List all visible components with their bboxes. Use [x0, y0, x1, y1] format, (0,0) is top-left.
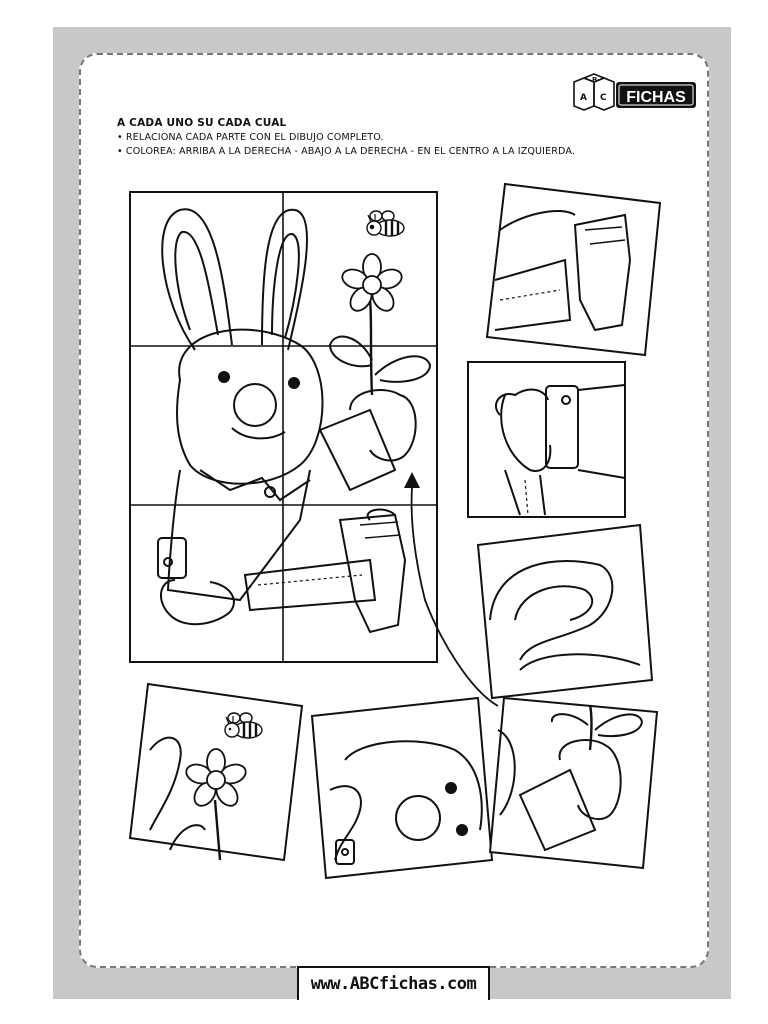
match-arrow-head: [404, 472, 420, 488]
footer-url-tab: [297, 966, 490, 1000]
instructions-title: A CADA UNO SU CADA CUAL: [117, 117, 287, 129]
puzzle-piece-hand: [490, 698, 657, 868]
logo-block-letter-b: B: [592, 76, 598, 84]
puzzle-piece-ear: [478, 525, 652, 698]
puzzle-piece-feet: [487, 184, 660, 355]
logo-text: FICHAS: [626, 89, 686, 106]
logo-block-letter-c: C: [600, 93, 607, 103]
main-picture: [130, 192, 437, 662]
puzzle-piece-arm: [468, 362, 625, 517]
instruction-line: • RELACIONA CADA PARTE CON EL DIBUJO COMPLETO.: [117, 132, 384, 143]
instruction-line: • COLOREA: ARRIBA A LA DERECHA - ABAJO A LA DERECHA - EN EL CENTRO A LA IZQUIERDA.: [117, 146, 575, 157]
footer-url[interactable]: www.ABCfichas.com: [310, 974, 477, 994]
puzzle-piece-face: [312, 698, 492, 878]
logo-block-letter-a: A: [580, 93, 587, 103]
